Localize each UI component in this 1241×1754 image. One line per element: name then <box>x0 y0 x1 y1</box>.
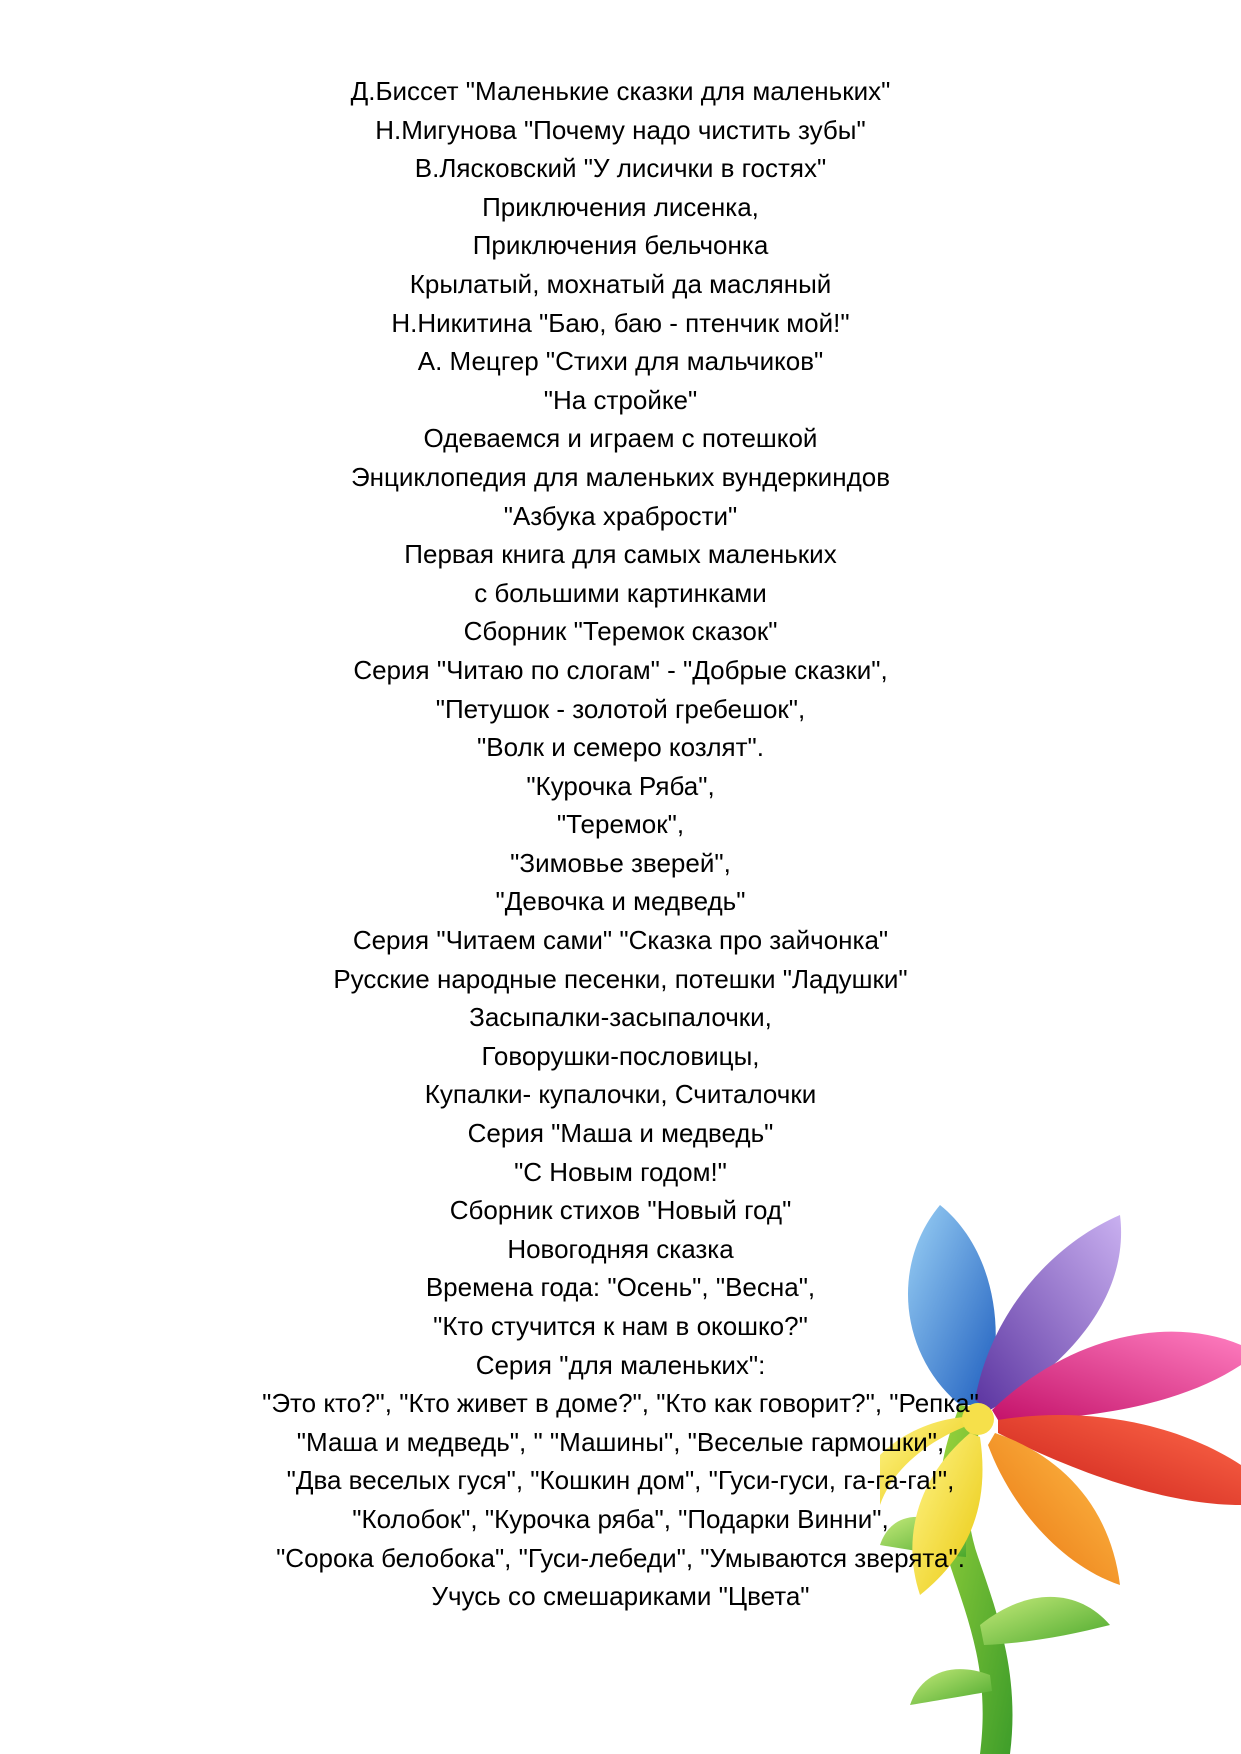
list-item: "Девочка и медведь" <box>495 886 746 917</box>
list-item: с большими картинками <box>474 577 767 608</box>
list-item: Русские народные песенки, потешки "Ладушки" <box>333 963 908 994</box>
list-item: "Курочка Ряба", <box>526 770 715 801</box>
list-item: "На стройке" <box>543 384 698 415</box>
list-item: "Кто стучится к нам в окошко?" <box>433 1311 808 1341</box>
list-item: Новогодняя сказка <box>507 1233 734 1264</box>
list-item: "Это кто?", "Кто живет в доме?", "Кто как говорит?", "Репка" <box>262 1388 979 1419</box>
list-item: Приключения лисенка, <box>482 191 759 222</box>
list-item: Говорушки-пословицы, <box>481 1040 760 1071</box>
list-item: "Волк и семеро козлят". <box>477 732 764 763</box>
list-item: "Теремок", <box>556 809 685 840</box>
list-item: Энциклопедия для маленьких вундеркиндов <box>350 461 891 492</box>
list-item: Серия "Маша и медведь" <box>467 1118 774 1149</box>
list-item: Сборник стихов "Новый год" <box>449 1195 792 1226</box>
list-item: Одеваемся и играем с потешкой <box>423 423 818 454</box>
list-item: Серия "Читаю по слогам" - "Добрые сказки", <box>353 654 888 685</box>
list-item: "Колобок", "Курочка ряба", "Подарки Винни", <box>352 1503 889 1534</box>
list-item: Первая книга для самых маленьких <box>404 539 837 570</box>
list-item: "Два веселых гуся", "Кошкин дом", "Гуси-гуси, га-га-га!", <box>286 1465 955 1496</box>
list-item: "Азбука храбрости" <box>503 500 738 531</box>
list-item: Засыпалки-засыпалочки, <box>469 1002 772 1033</box>
list-item: Приключения бельчонка <box>472 230 769 261</box>
list-item: Крылатый, мохнатый да масляный <box>409 268 832 299</box>
list-item: "Зимовье зверей", <box>510 847 731 878</box>
list-item: Серия "Читаем сами" "Сказка про зайчонка" <box>352 925 889 956</box>
list-item: Сборник "Теремок сказок" <box>463 616 778 647</box>
list-item: В.Лясковский "У лисички в гостях" <box>414 153 827 184</box>
list-item: Серия "для маленьких": <box>475 1349 766 1380</box>
list-item: Купалки- купалочки, Считалочки <box>424 1079 817 1110</box>
list-item: Д.Биссет "Маленькие сказки для маленьких" <box>350 76 891 106</box>
list-item: "С Новым годом!" <box>514 1156 727 1187</box>
list-item: "Маша и медведь", " "Машины", "Веселые гармошки", <box>296 1426 945 1457</box>
list-item: А. Мецгер "Стихи для мальчиков" <box>417 346 824 377</box>
book-list <box>0 72 1241 1616</box>
list-item: Н.Мигунова "Почему надо чистить зубы" <box>375 114 866 145</box>
list-item: "Сорока белобока", "Гуси-лебеди", "Умываются зверята". <box>276 1542 965 1573</box>
list-item: Н.Никитина "Баю, баю - птенчик мой!" <box>391 307 850 338</box>
list-item: "Петушок - золотой гребешок", <box>435 693 806 724</box>
list-item: Времена года: "Осень", "Весна", <box>425 1272 816 1303</box>
list-item: Учусь со смешариками "Цвета" <box>431 1581 810 1612</box>
